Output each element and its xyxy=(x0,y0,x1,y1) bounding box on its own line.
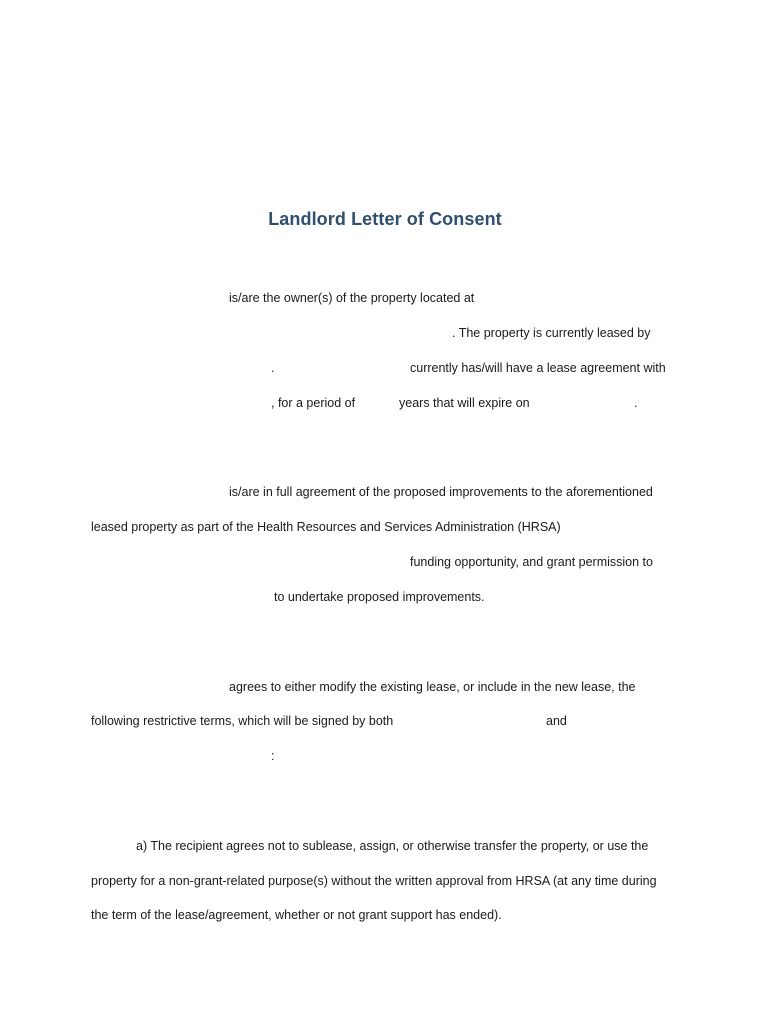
document-title: Landlord Letter of Consent xyxy=(268,209,502,229)
hrsa-statement: leased property as part of the Health Resources and Services Administration (HRSA) xyxy=(91,520,561,534)
period-of-label: , for a period of xyxy=(271,396,356,410)
term-a-line-1: a) The recipient agrees not to sublease, assign, or otherwise transfer the property, or use the xyxy=(136,839,649,853)
modify-lease-statement: agrees to either modify the existing lease, or include in the new lease, the xyxy=(229,680,636,694)
term-a-line-3: the term of the lease/agreement, whether or not grant support has ended). xyxy=(91,908,502,922)
term-a-line-2: property for a non-grant-related purpose(s) without the written approval from HRSA (at any time during xyxy=(91,874,657,888)
funding-statement: funding opportunity, and grant permission to xyxy=(410,555,653,569)
leased-by-statement: . The property is currently leased by xyxy=(452,326,651,340)
owner-statement: is/are the owner(s) of the property located at xyxy=(229,291,475,305)
period-mark: . xyxy=(271,361,275,375)
colon-mark: : xyxy=(271,749,275,763)
undertake-statement: to undertake proposed improvements. xyxy=(274,590,485,604)
years-expire-label: years that will expire on xyxy=(399,396,530,410)
and-conjunction: and xyxy=(546,714,567,728)
agreement-statement: is/are in full agreement of the proposed improvements to the aforementioned xyxy=(229,485,653,499)
lease-agreement-statement: currently has/will have a lease agreement with xyxy=(410,361,666,375)
end-period-mark: . xyxy=(634,396,638,410)
restrictive-terms-statement: following restrictive terms, which will be signed by both xyxy=(91,714,394,728)
